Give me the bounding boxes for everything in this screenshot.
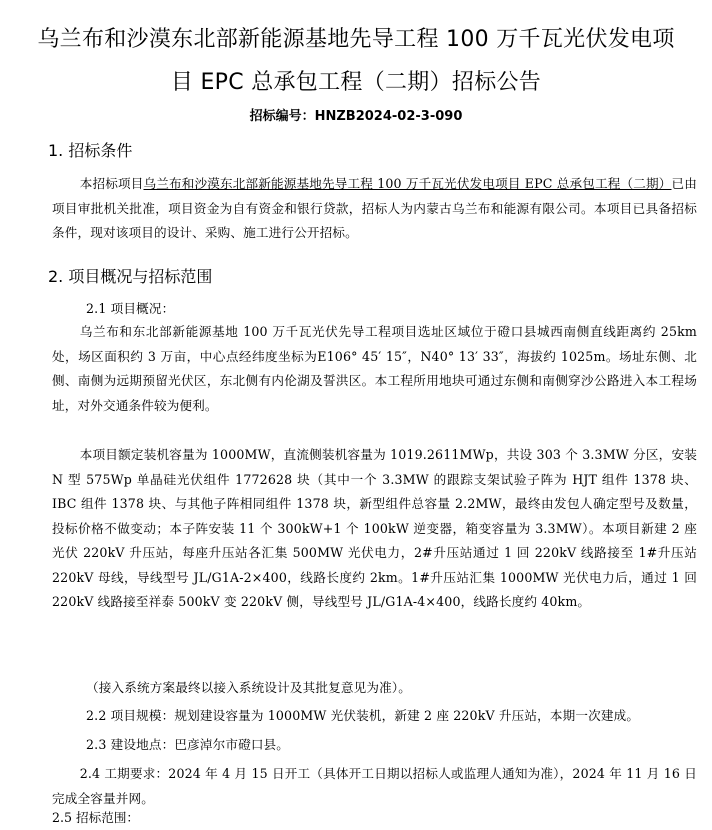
subsection-2-2-scale: 2.2 项目规模：规划建设容量为 1000MW 光伏装机，新建 2 座 220kV 升压站，本期一次建成。 [86, 708, 640, 723]
document-title-line-1: 乌兰布和沙漠东北部新能源基地先导工程 100 万千瓦光伏发电项 [37, 27, 675, 52]
project-capacity-paragraph: 本项目额定装机容量为 1000MW，直流侧装机容量为 1019.2611MWp，共设 303 个 3.3MW 分区，安装 N 型 575Wp 单晶硅光伏组件 1772628 块（其中一个 3.3MW 的跟踪支架试验子阵为 HJT 组件 1378 块、IBC 组件 1378 块、与其他子阵相同组件 1378 块，新型组件总容量 2.2MW，最终由发包人确定型号及数量，投标价格不做变动；本子阵安装 11 个 300kW+1 个 100kW 逆变器，箱变容量为 3.3MW）。本项目新建 2 座光伏 220kV 升压站，每座升压站各汇集 500MW 光伏电力，2#升压站通过 1 回 220kV 线路接至 1#升压站 220kV 母线，导线型号 JL/G1A-2×400，线路长度约 2km。1#升压站汇集 1000MW 光伏电力后，通过 1 回 220kV 线路接至祥泰 500kV 变 220kV 侧，导线型号 JL/G1A-4×400，线路长度约 40km。 [52, 447, 697, 609]
section-1-paragraph [52, 172, 697, 246]
subsection-2-5-heading-partial: 2.5 招标范围： [52, 810, 140, 825]
section-1-heading: 1. 招标条件 [48, 141, 133, 160]
paragraph-lead-text: 本招标项目 [79, 176, 144, 191]
subsection-2-3-location: 2.3 建设地点：巴彦淖尔市磴口县。 [86, 737, 290, 752]
grid-connection-note: （接入系统方案最终以接入系统设计及其批复意见为准）。 [86, 680, 412, 695]
cropped-next-line [52, 810, 172, 826]
paragraph-body-text: 已由项目审批机关批准，项目资金为自有资金和银行贷款，招标人为内蒙古乌兰布和能源有限公司。本项目已具备招标条件，现对该项目的设计、采购、施工进行公开招标。 [52, 176, 697, 240]
tender-number: 招标编号：HNZB2024-02-3-090 [249, 109, 463, 124]
subsection-2-4-schedule: 2.4 工期要求：2024 年 4 月 15 日开工（具体开工日期以招标人或监理人通知为准），2024 年 11 月 16 日完成全容量并网。 [52, 766, 697, 806]
section-2-heading: 2. 项目概况与招标范围 [48, 267, 213, 286]
subsection-2-1-heading: 2.1 项目概况： [86, 301, 175, 316]
project-name-underlined: 乌兰布和沙漠东北部新能源基地先导工程 100 万千瓦光伏发电项目 EPC 总承包工程（二期） [143, 176, 672, 191]
document-title-line-2: 目 EPC 总承包工程（二期）招标公告 [170, 70, 542, 95]
project-location-paragraph: 乌兰布和东北部新能源基地 100 万千瓦光伏先导工程项目选址区域位于磴口县城西南侧直线距离约 25km 处，场区面积约 3 万亩，中心点经纬度坐标为E106° 45′ 15″，N40° 13′ 33″，海拔约 1025m。场址东侧、北侧、南侧为远期预留光伏区，东北侧有内伦湖及誓洪区。本工程所用地块可通过东侧和南侧穿沙公路进入本工程场址，对外交通条件较为便利。 [52, 324, 697, 413]
